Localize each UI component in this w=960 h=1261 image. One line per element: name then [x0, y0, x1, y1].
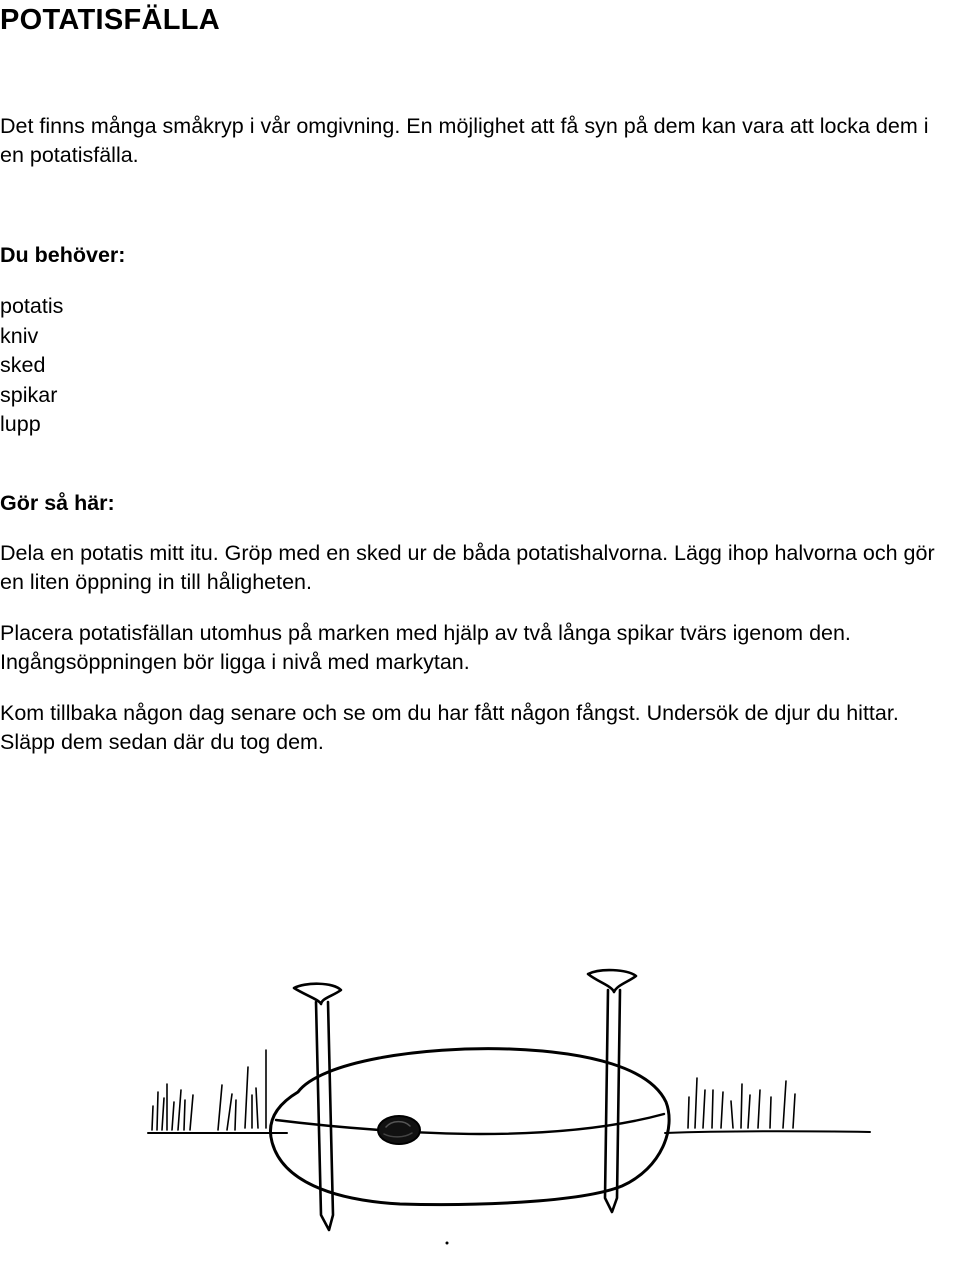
page-title: POTATISFÄLLA: [0, 4, 220, 36]
materials-list: [0, 292, 63, 440]
instruction-step-1: Dela en potatis mitt itu. Gröp med en sked ur de båda potatishalvorna. Lägg ihop halvorna och gör en liten öppning in till håligheten.: [0, 541, 935, 594]
material-item: kniv: [0, 323, 39, 348]
material-item: potatis: [0, 294, 64, 318]
instruction-step-2: Placera potatisfällan utomhus på marken med hjälp av två långa spikar tvärs igenom den. Ingångsöppningen bör ligga i nivå med markytan.: [0, 621, 851, 674]
material-item: spikar: [0, 382, 58, 407]
material-item: lupp: [0, 412, 41, 436]
entrance-hole: [378, 1116, 420, 1144]
potato-trap-illustration: [140, 965, 960, 1261]
materials-heading: Du behöver:: [0, 243, 126, 267]
grass-left: [152, 1050, 266, 1130]
grass-right: [688, 1078, 795, 1128]
instructions-heading: Gör så här:: [0, 491, 115, 515]
instruction-step-3: Kom tillbaka någon dag senare och se om du har fått någon fångst. Undersök de djur du hittar. Släpp dem sedan där du tog dem.: [0, 701, 899, 754]
intro-paragraph: Det finns många småkryp i vår omgivning. En möjlighet att få syn på dem kan vara att locka dem i en potatisfälla.: [0, 114, 929, 167]
material-item: sked: [0, 353, 46, 377]
nail-right: [588, 970, 636, 1212]
